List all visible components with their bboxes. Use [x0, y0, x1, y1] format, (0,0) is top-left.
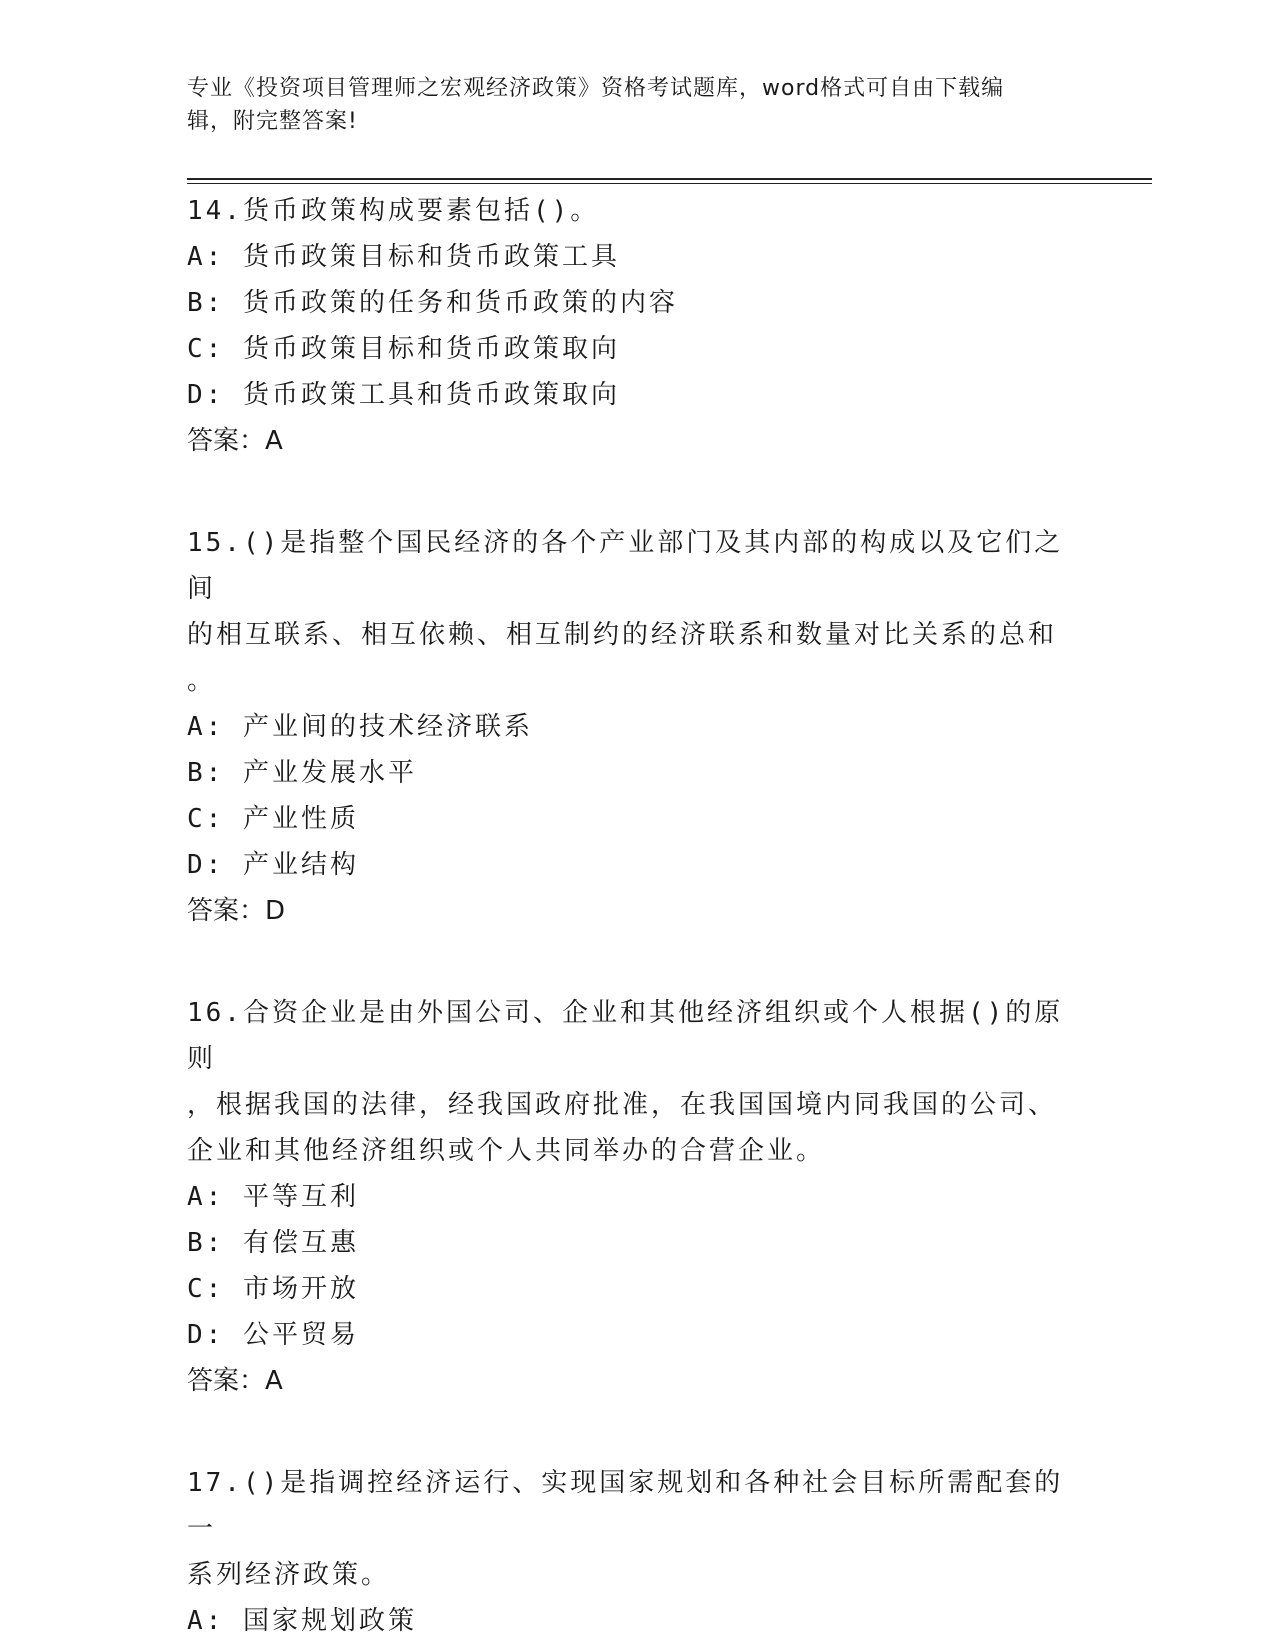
header-divider-thin [187, 183, 1152, 184]
header-line-2: 辑，附完整答案! [187, 109, 358, 134]
option-d: D: 货币政策工具和货币政策取向 [187, 380, 620, 410]
question-stem-line: 16.合资企业是由外国公司、企业和其他经济组织或个人根据()的原则 [187, 998, 1064, 1074]
option-a: A: 货币政策目标和货币政策工具 [187, 242, 620, 272]
answer-line: 答案：A [187, 426, 283, 456]
option-b: B: 产业发展水平 [187, 758, 417, 788]
question-16 [187, 990, 1087, 1404]
question-stem-line: 。 [187, 666, 217, 696]
answer-line: 答案：A [187, 1366, 283, 1396]
question-gap [187, 464, 1087, 520]
question-stem-line: 企业和其他经济组织或个人共同举办的合营企业。 [187, 1136, 826, 1166]
question-gap [187, 934, 1087, 990]
document-header [187, 72, 1067, 138]
question-stem-line: ，根据我国的法律，经我国政府批准，在我国国境内同我国的公司、 [187, 1090, 1058, 1120]
question-14 [187, 188, 1087, 464]
option-c: C: 市场开放 [187, 1274, 359, 1304]
question-stem-line: 14.货币政策构成要素包括()。 [187, 196, 600, 226]
question-gap [187, 1404, 1087, 1460]
option-d: D: 公平贸易 [187, 1320, 359, 1350]
header-divider-thick [187, 178, 1152, 180]
option-c: C: 货币政策目标和货币政策取向 [187, 334, 620, 364]
option-b: B: 有偿互惠 [187, 1228, 359, 1258]
option-c: C: 产业性质 [187, 804, 359, 834]
question-list [187, 188, 1087, 1644]
answer-line: 答案：D [187, 896, 286, 926]
option-a: A: 平等互利 [187, 1182, 359, 1212]
question-17 [187, 1460, 1087, 1644]
header-line-1: 专业《投资项目管理师之宏观经济政策》资格考试题库，word格式可自由下载编 [187, 76, 1005, 101]
option-a: A: 国家规划政策 [187, 1606, 417, 1636]
option-d: D: 产业结构 [187, 850, 359, 880]
question-15 [187, 520, 1087, 934]
question-stem-line: 系列经济政策。 [187, 1560, 391, 1590]
question-stem-line: 15.()是指整个国民经济的各个产业部门及其内部的构成以及它们之间 [187, 528, 1064, 604]
option-a: A: 产业间的技术经济联系 [187, 712, 533, 742]
option-b: B: 货币政策的任务和货币政策的内容 [187, 288, 678, 318]
question-stem-line: 的相互联系、相互依赖、相互制约的经济联系和数量对比关系的总和 [187, 620, 1058, 650]
question-stem-line: 17.()是指调控经济运行、实现国家规划和各种社会目标所需配套的一 [187, 1468, 1064, 1544]
